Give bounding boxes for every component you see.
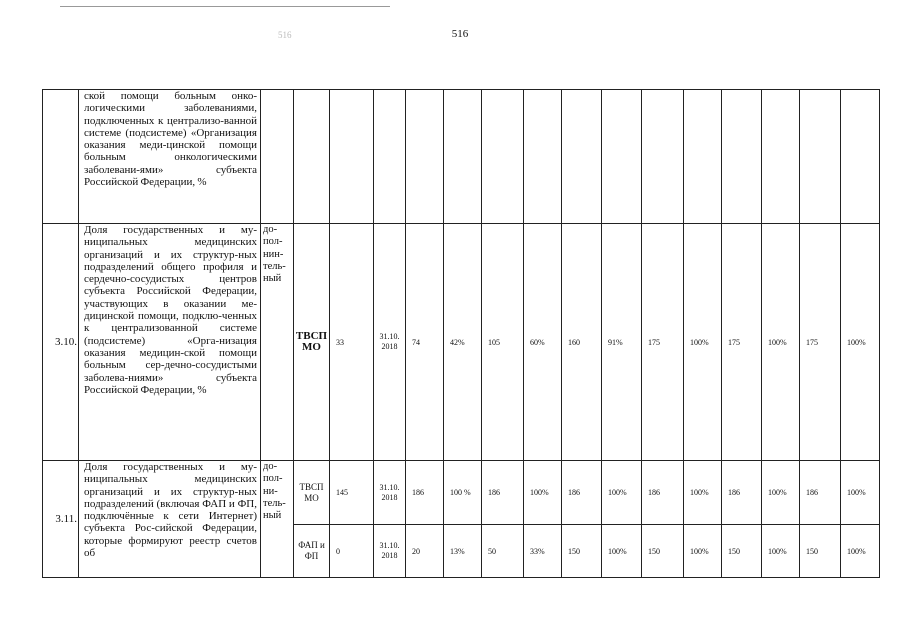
empty-cell (444, 90, 482, 224)
value-cell: 100 % (444, 461, 482, 525)
value-cell: 175 (722, 224, 762, 461)
empty-cell (602, 90, 642, 224)
base-value: 0 (330, 525, 374, 578)
value-cell: 160 (562, 224, 602, 461)
value-cell: 60% (524, 224, 562, 461)
empty-cell (642, 90, 684, 224)
empty-cell (800, 90, 841, 224)
empty-cell (684, 90, 722, 224)
value-cell: 150 (722, 525, 762, 578)
empty-cell (562, 90, 602, 224)
table-row (43, 461, 880, 525)
value-cell: 100% (762, 525, 800, 578)
base-value: 33 (330, 224, 374, 461)
value-cell: 100% (524, 461, 562, 525)
base-date: 31.10. 2018 (374, 525, 406, 578)
row-number: 3.10. (43, 224, 79, 461)
value-cell: 42% (444, 224, 482, 461)
data-source: ТВСП МО (294, 224, 330, 461)
row-number (43, 90, 79, 224)
value-cell: 100% (841, 224, 880, 461)
data-source: ТВСП МО (294, 461, 330, 525)
value-cell: 100% (684, 461, 722, 525)
indicator-description: ской помощи больным онко-логическими заболеваниями, подключенных к централизо-ванной системе (подсистеме) «Организация оказания меди-цинской помощи больным онкологическими заболевани-ями» субъекта Российской Федерации, % (79, 90, 261, 224)
page-number: 516 (451, 28, 469, 40)
indicators-table (42, 89, 880, 578)
value-cell: 186 (642, 461, 684, 525)
empty-cell (374, 90, 406, 224)
indicator-description: Доля государственных и му-ниципальных медицинских организаций и их структур-ных подразделений общего профиля и сердечно-сосудистых центров субъекта Российской Федерации, участвующих в оказании ме-дицинской помощи, подклю-ченных к централизованной системе (подсистеме) «Орга-низация оказания медицин-ской помощи больным сер-дечно-сосудистыми заболева-ниями» субъекта Российской Федерации, % (79, 224, 261, 461)
ghost-page-number: 516 (278, 30, 292, 40)
value-cell: 20 (406, 525, 444, 578)
value-cell: 100% (841, 461, 880, 525)
data-source: ФАП и ФП (294, 525, 330, 578)
value-cell: 100% (602, 461, 642, 525)
value-cell: 175 (642, 224, 684, 461)
value-cell: 100% (684, 224, 722, 461)
empty-cell (524, 90, 562, 224)
value-cell: 186 (406, 461, 444, 525)
base-date: 31.10. 2018 (374, 461, 406, 525)
empty-cell (841, 90, 880, 224)
top-rule (60, 6, 390, 7)
base-value: 145 (330, 461, 374, 525)
value-cell: 33% (524, 525, 562, 578)
value-cell: 100% (762, 461, 800, 525)
value-cell: 74 (406, 224, 444, 461)
value-cell: 186 (722, 461, 762, 525)
value-cell: 100% (602, 525, 642, 578)
empty-cell (406, 90, 444, 224)
value-cell: 13% (444, 525, 482, 578)
indicator-type (261, 90, 294, 224)
indicator-description: Доля государственных и му-ниципальных медицинских организаций и их структур-ных подразделений (включая ФАП и ФП, подключённые к сети Интернет) субъекта Рос-сийской Федерации, которые формируют реестр счетов об (79, 461, 261, 578)
empty-cell (330, 90, 374, 224)
value-cell: 150 (642, 525, 684, 578)
base-date: 31.10. 2018 (374, 224, 406, 461)
table-row (43, 224, 880, 461)
value-cell: 50 (482, 525, 524, 578)
value-cell: 186 (482, 461, 524, 525)
value-cell: 150 (562, 525, 602, 578)
empty-cell (762, 90, 800, 224)
indicator-type: до-пол-нин-тель-ный (261, 224, 294, 461)
value-cell: 100% (762, 224, 800, 461)
empty-cell (294, 90, 330, 224)
empty-cell (722, 90, 762, 224)
value-cell: 105 (482, 224, 524, 461)
value-cell: 186 (562, 461, 602, 525)
value-cell: 175 (800, 224, 841, 461)
empty-cell (482, 90, 524, 224)
value-cell: 100% (841, 525, 880, 578)
value-cell: 100% (684, 525, 722, 578)
value-cell: 150 (800, 525, 841, 578)
row-number: 3.11. (43, 461, 79, 578)
value-cell: 186 (800, 461, 841, 525)
value-cell: 91% (602, 224, 642, 461)
table-row (43, 90, 880, 224)
indicator-type: до-пол-ни-тель-ный (261, 461, 294, 578)
